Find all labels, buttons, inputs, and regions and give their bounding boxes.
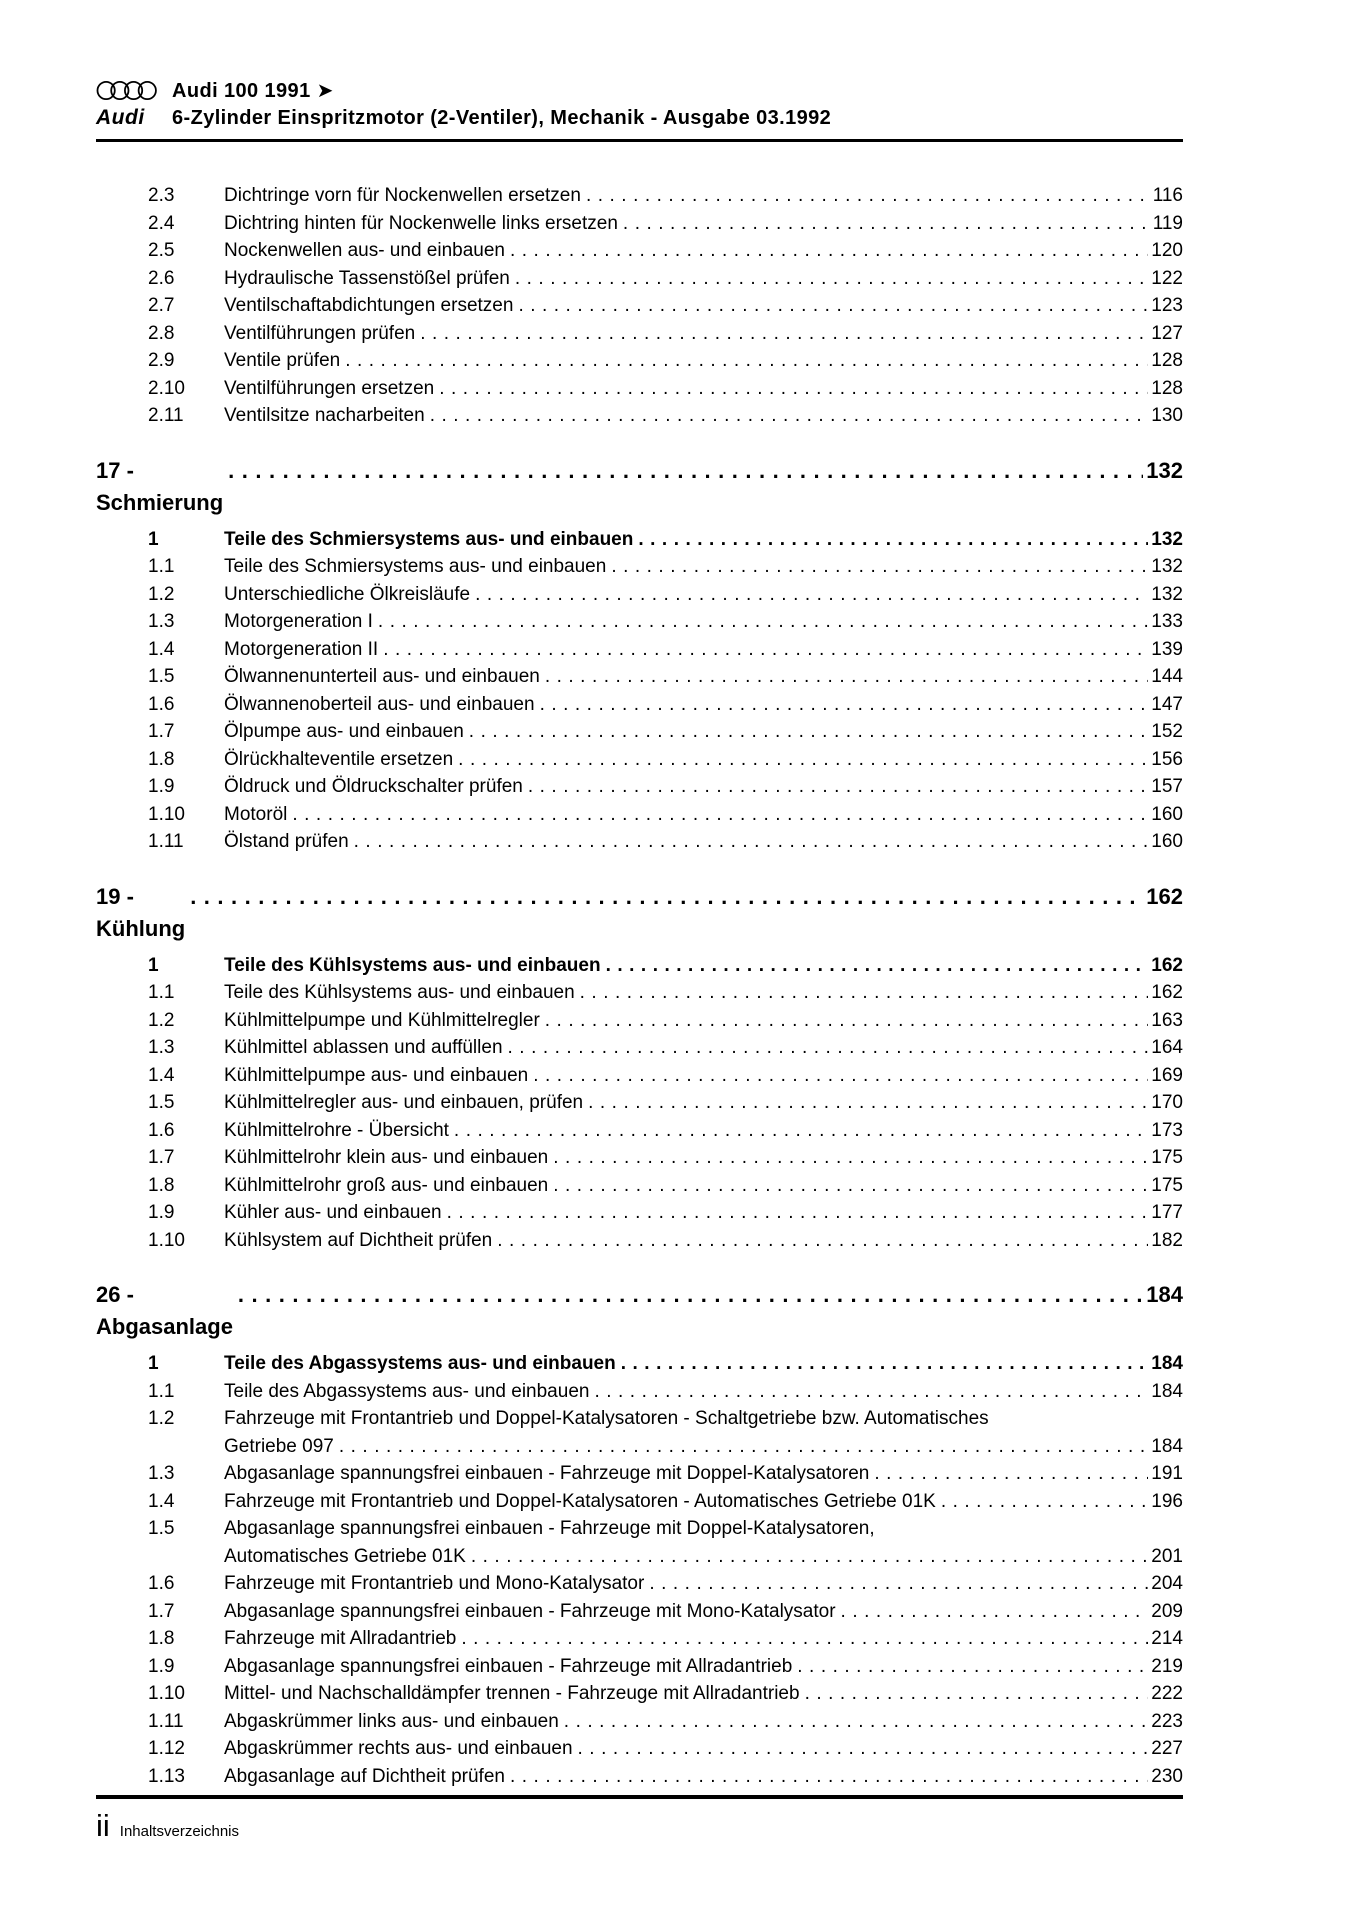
entry-title: Nockenwellen aus- und einbauen: [224, 240, 505, 261]
dot-leader: [528, 773, 1148, 801]
dot-leader: [518, 292, 1148, 320]
entry-number: 1.3: [148, 611, 175, 632]
entry-title: Kühlsystem auf Dichtheit prüfen: [224, 1229, 493, 1251]
entry-number: 1.2: [148, 1009, 175, 1031]
dot-leader: [190, 881, 1143, 913]
entry-page-number: 122: [1151, 267, 1183, 289]
toc-entry-row: [96, 1089, 1183, 1117]
dot-leader: [649, 1570, 1148, 1598]
model-line: Audi 100 1991 ➤: [172, 80, 334, 102]
dot-leader: [461, 1625, 1148, 1653]
chapter-heading-row: [96, 1279, 1183, 1343]
dot-leader: [454, 1117, 1148, 1145]
dot-leader: [447, 1199, 1149, 1227]
entry-number: 1.4: [148, 1490, 175, 1512]
entry-title: Kühlmittelrohre - Übersicht: [224, 1119, 449, 1141]
toc-entry-row: [96, 663, 1183, 691]
toc-section: [96, 455, 1183, 856]
entry-number: 1.2: [148, 1408, 175, 1429]
entry-number: 2.6: [148, 267, 175, 289]
entry-title: Kühlmittel ablassen und auffüllen: [224, 1037, 503, 1058]
dot-leader: [805, 1680, 1149, 1708]
entry-number: 1.12: [148, 1738, 185, 1759]
chapter-title: 19 - Kühlung: [96, 883, 186, 941]
entry-title: Getriebe 097: [224, 1435, 334, 1457]
toc-entry-row: [96, 1405, 1183, 1433]
entry-page-number: 132: [1151, 528, 1183, 550]
entry-page-number: 184: [1151, 1353, 1183, 1374]
toc-entry-row: [96, 1172, 1183, 1200]
audi-rings-logo-icon: [96, 80, 160, 101]
dot-leader: [238, 1279, 1143, 1311]
dot-leader: [439, 375, 1148, 403]
entry-page-number: 128: [1151, 377, 1183, 399]
entry-title: Ventilschaftabdichtungen ersetzen: [224, 295, 514, 316]
dot-leader: [588, 1089, 1148, 1117]
toc-entry-row: [96, 1199, 1183, 1227]
dot-leader: [621, 1350, 1149, 1378]
toc-entry-row: [96, 979, 1183, 1007]
entry-number: 1.11: [148, 1710, 184, 1732]
toc-section: [96, 881, 1183, 1255]
entry-number: 1.6: [148, 693, 175, 715]
dot-leader: [580, 979, 1149, 1007]
entry-page-number: 219: [1151, 1655, 1183, 1677]
entry-number: 1.7: [148, 1147, 175, 1168]
entry-title: Hydraulische Tassenstößel prüfen: [224, 267, 510, 289]
entry-number: 2.10: [148, 377, 185, 399]
entry-page-number: 177: [1151, 1202, 1183, 1223]
dot-leader: [638, 526, 1148, 554]
dot-leader: [339, 1433, 1148, 1461]
dot-leader: [545, 663, 1148, 691]
entry-number: 1: [148, 528, 159, 550]
entry-number: 2.4: [148, 212, 175, 234]
entry-number: 1: [148, 1353, 159, 1374]
dot-leader: [564, 1708, 1149, 1736]
toc-entry-row: [96, 581, 1183, 609]
entry-number: 1.10: [148, 1683, 185, 1704]
chapter-heading-row: [96, 881, 1183, 945]
toc-entry-row: [96, 952, 1183, 980]
entry-page-number: 139: [1151, 638, 1183, 660]
toc-entry-row: [96, 1515, 1183, 1543]
entry-page-number: 201: [1151, 1545, 1183, 1567]
entry-page-number: 160: [1151, 831, 1183, 852]
entry-page-number: 223: [1151, 1710, 1183, 1732]
entry-title: Abgasanlage spannungsfrei einbauen - Fahrzeuge mit Mono-Katalysator: [224, 1600, 836, 1622]
entry-page-number: 152: [1151, 721, 1183, 742]
dot-leader: [533, 1062, 1148, 1090]
toc-entry-row: [96, 1062, 1183, 1090]
entry-title: Unterschiedliche Ölkreisläufe: [224, 583, 471, 605]
entry-title: Kühlmittelrohr groß aus- und einbauen: [224, 1174, 549, 1196]
entry-page-number: 162: [1151, 982, 1183, 1003]
entry-title: Motorgeneration I: [224, 611, 373, 632]
entry-number: 1.5: [148, 1518, 175, 1539]
entry-page-number: 173: [1151, 1119, 1183, 1141]
entry-number: 1.9: [148, 776, 175, 797]
toc-entry-row: [96, 292, 1183, 320]
entry-title: Öldruck und Öldruckschalter prüfen: [224, 776, 523, 797]
entry-title: Kühler aus- und einbauen: [224, 1202, 442, 1223]
toc-entry-row: [96, 1598, 1183, 1626]
entry-title: Ventilsitze nacharbeiten: [224, 405, 425, 426]
dot-leader: [606, 952, 1149, 980]
entry-page-number: 128: [1151, 350, 1183, 371]
dot-leader: [497, 1227, 1148, 1255]
toc-entry-row: [96, 1680, 1183, 1708]
entry-number: 1.5: [148, 666, 175, 687]
toc-entry-row: [96, 746, 1183, 774]
toc-entry-row: [96, 1144, 1183, 1172]
entry-title: Ventile prüfen: [224, 350, 341, 371]
dot-leader: [458, 746, 1148, 774]
entry-title: Fahrzeuge mit Frontantrieb und Doppel-Katalysatoren - Automatisches Getriebe 01K: [224, 1490, 936, 1512]
dot-leader: [430, 402, 1149, 430]
entry-title: Abgasanlage spannungsfrei einbauen - Fahrzeuge mit Doppel-Katalysatoren,: [224, 1518, 875, 1539]
entry-page-number: 147: [1151, 693, 1183, 715]
toc-entry-row: [96, 320, 1183, 348]
entry-number: 1.3: [148, 1037, 175, 1058]
entry-page-number: 184: [1151, 1380, 1183, 1402]
entry-title: Fahrzeuge mit Allradantrieb: [224, 1628, 457, 1649]
toc-entry-row: [96, 182, 1183, 210]
entry-number: 1.8: [148, 1174, 175, 1196]
entry-title: Teile des Kühlsystems aus- und einbauen: [224, 954, 601, 976]
entry-title: Automatisches Getriebe 01K: [224, 1545, 466, 1567]
toc-entry-row: [96, 237, 1183, 265]
entry-number: 1.4: [148, 1064, 175, 1086]
entry-title: Abgasanlage spannungsfrei einbauen - Fahrzeuge mit Allradantrieb: [224, 1655, 793, 1677]
chapter-heading-row: [96, 455, 1183, 519]
entry-title: Abgasanlage auf Dichtheit prüfen: [224, 1765, 505, 1787]
entry-title: Mittel- und Nachschalldämpfer trennen - Fahrzeuge mit Allradantrieb: [224, 1683, 800, 1704]
entry-page-number: 175: [1151, 1147, 1183, 1168]
entry-title: Ölwannenunterteil aus- und einbauen: [224, 666, 540, 687]
dot-leader: [545, 1007, 1149, 1035]
entry-page-number: 132: [1151, 556, 1183, 577]
toc-entry-row: [96, 1350, 1183, 1378]
dot-leader: [420, 320, 1148, 348]
entry-title: Kühlmittelregler aus- und einbauen, prüfen: [224, 1092, 584, 1113]
chapter-page-number: 184: [1146, 1282, 1183, 1307]
toc-entry-row: [96, 1570, 1183, 1598]
entry-number: 1.7: [148, 721, 175, 742]
entry-title: Dichtring hinten für Nockenwelle links ersetzen: [224, 212, 618, 234]
dot-leader: [475, 581, 1148, 609]
entry-page-number: 222: [1151, 1683, 1183, 1704]
entry-number: 1.8: [148, 748, 175, 770]
entry-title: Dichtringe vorn für Nockenwellen ersetzen: [224, 185, 581, 206]
entry-number: 1.1: [148, 982, 175, 1003]
dot-leader: [469, 718, 1149, 746]
entry-page-number: 116: [1152, 185, 1183, 206]
entry-number: 1: [148, 954, 159, 976]
toc-entry-row: [96, 210, 1183, 238]
entry-page-number: 130: [1151, 405, 1183, 426]
folio-page-number: ii: [96, 1808, 110, 1843]
entry-page-number: 144: [1151, 666, 1183, 687]
entry-page-number: 123: [1151, 295, 1183, 316]
entry-title: Ventilführungen ersetzen: [224, 377, 435, 399]
toc-entry-row: [96, 608, 1183, 636]
entry-number: 1.11: [148, 831, 184, 852]
entry-title: Teile des Kühlsystems aus- und einbauen: [224, 982, 575, 1003]
entry-page-number: 169: [1151, 1064, 1183, 1086]
toc-entry-row: [96, 718, 1183, 746]
entry-title: Ölstand prüfen: [224, 831, 349, 852]
entry-title: Teile des Abgassystems aus- und einbauen: [224, 1353, 616, 1374]
entry-page-number: 120: [1151, 240, 1183, 261]
entry-page-number: 209: [1151, 1600, 1183, 1622]
toc-entry-row: [96, 773, 1183, 801]
entry-number: 1.6: [148, 1573, 175, 1594]
dot-leader: [540, 691, 1149, 719]
chapter-page-number: 132: [1146, 457, 1183, 483]
toc-entry-row: [96, 265, 1183, 293]
entry-number: 1.7: [148, 1600, 175, 1622]
dot-leader: [383, 636, 1148, 664]
entry-title: Abgasanlage spannungsfrei einbauen - Fahrzeuge mit Doppel-Katalysatoren: [224, 1463, 870, 1484]
entry-title: Ventilführungen prüfen: [224, 322, 416, 344]
entry-number: 2.9: [148, 350, 175, 371]
entry-number: 1.10: [148, 803, 185, 825]
entry-page-number: 160: [1151, 803, 1183, 825]
dot-leader: [508, 1034, 1149, 1062]
dot-leader: [292, 801, 1148, 829]
entry-title: Teile des Schmiersystems aus- und einbauen: [224, 556, 607, 577]
toc-entry-row: [96, 1625, 1183, 1653]
entry-number: 2.5: [148, 240, 175, 261]
entry-number: 1.4: [148, 638, 175, 660]
toc-entry-row: [96, 1007, 1183, 1035]
entry-page-number: 162: [1151, 954, 1183, 976]
entry-title: Abgaskrümmer links aus- und einbauen: [224, 1710, 559, 1732]
entry-page-number: 204: [1151, 1573, 1183, 1594]
entry-page-number: 119: [1152, 212, 1183, 234]
dot-leader: [228, 455, 1143, 487]
dot-leader: [578, 1735, 1149, 1763]
entry-number: 1.9: [148, 1655, 175, 1677]
manual-subtitle: 6-Zylinder Einspritzmotor (2-Ventiler), Mechanik - Ausgabe 03.1992: [172, 106, 832, 129]
entry-number: 2.3: [148, 185, 175, 206]
toc-entry-row: [96, 553, 1183, 581]
toc-entry-row: [96, 1488, 1183, 1516]
entry-number: 1.8: [148, 1628, 175, 1649]
toc-entry-row: [96, 1735, 1183, 1763]
dot-leader: [515, 265, 1148, 293]
entry-page-number: 133: [1151, 611, 1183, 632]
entry-page-number: 157: [1151, 776, 1183, 797]
dot-leader: [941, 1488, 1148, 1516]
entry-number: 2.11: [148, 405, 184, 426]
dot-leader: [471, 1543, 1148, 1571]
dot-leader: [510, 1763, 1148, 1791]
audi-wordmark: Audi: [96, 106, 145, 129]
entry-number: 1.1: [148, 1380, 175, 1402]
entry-page-number: 156: [1151, 748, 1183, 770]
entry-title: Teile des Schmiersystems aus- und einbauen: [224, 528, 634, 550]
chapter-page-number: 162: [1146, 883, 1183, 909]
entry-title: Teile des Abgassystems aus- und einbauen: [224, 1380, 590, 1402]
folio-label: Inhaltsverzeichnis: [119, 1823, 240, 1840]
entry-number: 1.1: [148, 556, 175, 577]
toc-entry-row: [96, 402, 1183, 430]
entry-number: 1.5: [148, 1092, 175, 1113]
dot-leader: [553, 1172, 1148, 1200]
entry-number: 2.7: [148, 295, 175, 316]
table-of-contents: [96, 182, 1183, 1790]
toc-entry-row: [96, 1460, 1183, 1488]
entry-page-number: 196: [1151, 1490, 1183, 1512]
dot-leader: [594, 1378, 1148, 1406]
entry-title: Ölwannenoberteil aus- und einbauen: [224, 693, 535, 715]
entry-page-number: 170: [1151, 1092, 1183, 1113]
entry-page-number: 163: [1151, 1009, 1183, 1031]
toc-entry-row: [96, 1117, 1183, 1145]
entry-page-number: 184: [1151, 1435, 1183, 1457]
dot-leader: [841, 1598, 1149, 1626]
toc-entry-row: [96, 375, 1183, 403]
entry-number: 1.2: [148, 583, 175, 605]
dot-leader: [354, 828, 1149, 856]
page-header: [96, 78, 1183, 142]
dot-leader: [874, 1460, 1148, 1488]
entry-number: 1.3: [148, 1463, 175, 1484]
dot-leader: [611, 553, 1148, 581]
toc-entry-row: [96, 1708, 1183, 1736]
entry-page-number: 230: [1151, 1765, 1183, 1787]
toc-entry-row: [96, 1227, 1183, 1255]
toc-entry-row: [96, 828, 1183, 856]
entry-number: 1.6: [148, 1119, 175, 1141]
toc-entry-row: [96, 1378, 1183, 1406]
entry-title: Kühlmittelpumpe und Kühlmittelregler: [224, 1009, 540, 1031]
entry-title: Motorgeneration II: [224, 638, 379, 660]
entry-title: Fahrzeuge mit Frontantrieb und Doppel-Katalysatoren - Schaltgetriebe bzw. Automatisches: [224, 1408, 989, 1429]
entry-page-number: 127: [1151, 322, 1183, 344]
entry-number: 2.8: [148, 322, 175, 344]
chapter-title: 17 - Schmierung: [96, 457, 224, 515]
dot-leader: [510, 237, 1148, 265]
chapter-title: 26 - Abgasanlage: [96, 1282, 233, 1339]
entry-page-number: 227: [1151, 1738, 1183, 1759]
entry-title: Ölrückhalteventile ersetzen: [224, 748, 454, 770]
toc-entry-row: [96, 1034, 1183, 1062]
toc-entry-row: [96, 1653, 1183, 1681]
entry-number: 1.9: [148, 1202, 175, 1223]
page-footer: [96, 1795, 1183, 1841]
dot-leader: [553, 1144, 1148, 1172]
toc-entry-row: [96, 1433, 1183, 1461]
toc-entry-row: [96, 636, 1183, 664]
entry-page-number: 175: [1151, 1174, 1183, 1196]
toc-entry-row: [96, 347, 1183, 375]
entry-page-number: 214: [1151, 1628, 1183, 1649]
dot-leader: [345, 347, 1148, 375]
dot-leader: [797, 1653, 1148, 1681]
toc-section: [96, 1279, 1183, 1790]
entry-title: Kühlmittelrohr klein aus- und einbauen: [224, 1147, 549, 1168]
entry-title: Ölpumpe aus- und einbauen: [224, 721, 464, 742]
dot-leader: [623, 210, 1150, 238]
entry-page-number: 191: [1151, 1463, 1183, 1484]
toc-entry-row: [96, 691, 1183, 719]
toc-entry-row: [96, 1543, 1183, 1571]
entry-number: 1.13: [148, 1765, 185, 1787]
toc-section: [96, 182, 1183, 430]
entry-page-number: 182: [1151, 1229, 1183, 1251]
entry-page-number: 164: [1151, 1037, 1183, 1058]
toc-entry-row: [96, 1763, 1183, 1791]
toc-entry-row: [96, 801, 1183, 829]
entry-title: Fahrzeuge mit Frontantrieb und Mono-Katalysator: [224, 1573, 645, 1594]
dot-leader: [586, 182, 1150, 210]
toc-entry-row: [96, 526, 1183, 554]
entry-title: Kühlmittelpumpe aus- und einbauen: [224, 1064, 529, 1086]
entry-title: Abgaskrümmer rechts aus- und einbauen: [224, 1738, 573, 1759]
entry-number: 1.10: [148, 1229, 185, 1251]
dot-leader: [378, 608, 1148, 636]
entry-title: Motoröl: [224, 803, 288, 825]
entry-page-number: 132: [1151, 583, 1183, 605]
